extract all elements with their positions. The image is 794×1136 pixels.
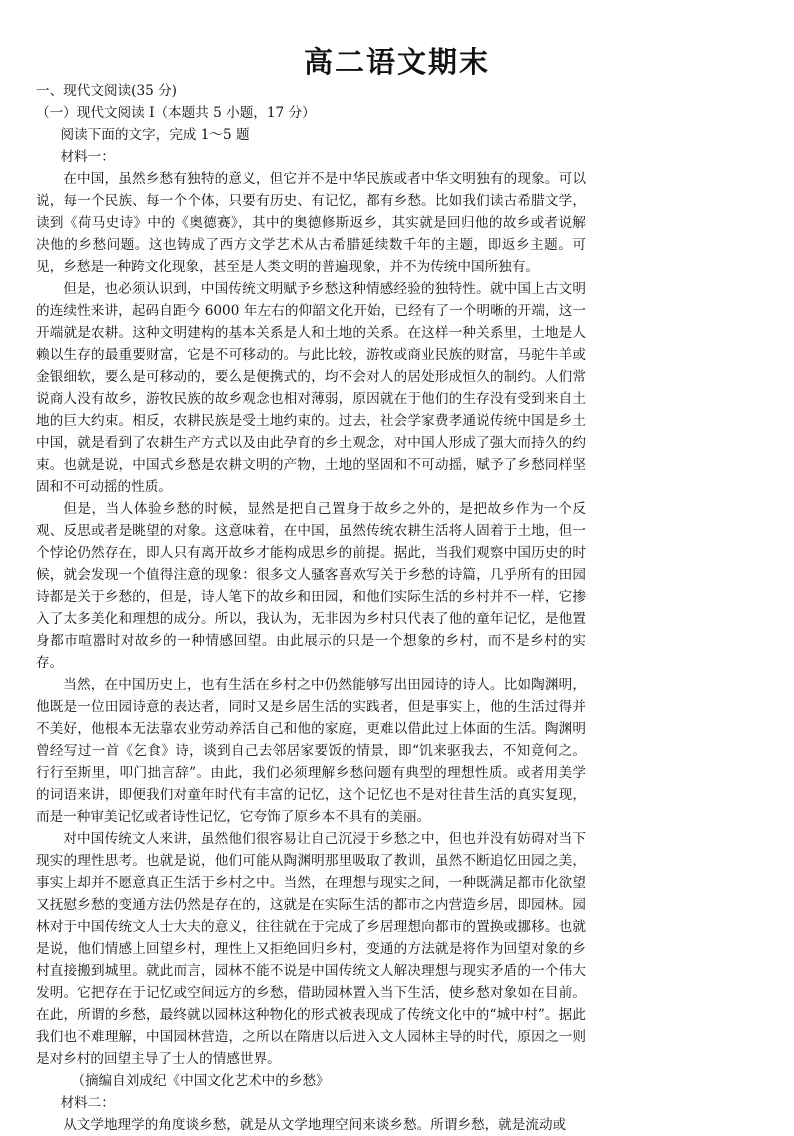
paragraph-1: 在中国，虽然乡愁有独特的意义，但它并不是中华民族或者中华文明独有的现象。可以说，每一个民族、每一个个体，只要有历史、有记忆，都有乡愁。比如我们读古希腊文学，读到《荷马史诗》中的《奥德赛》，其中的奥德修斯返乡，其实就是回归他的故乡或者说解决他的乡愁问题。这也铸成了西方文学艺术从古希腊延续数千年的主题，即返乡主题。可见，乡愁是一种跨文化现象，甚至是人类文明的普遍现象，并不为传统中国所独有。	[36, 171, 586, 275]
paragraph-2: 但是，也必须认识到，中国传统文明赋予乡愁这种情感经验的独特性。就中国上古文明的连续性来讲，起码自距今 6000 年左右的仰韶文化开始，已经有了一个明晰的开端，这一开端就是农耕。这种文明建构的基本关系是人和土地的关系。在这样一种关系里，土地是人赖以生存的最重要财富，它是不可移动的。与此比较，游牧或商业民族的财富，马驼牛羊或金银细软，要么是可移动的，要么是便携式的，均不会对人的居处形成恒久的制约。人们常说商人没有故乡，游牧民族的故乡观念也相对薄弱，原因就在于他们的生存没有受到来自土地的巨大约束。相反，农耕民族是受土地约束的。过去，社会学家费孝通说传统中国是乡土中国，就是看到了农耕生产方式以及由此孕育的乡土观念，对中国人形成了强大而持久的约束。也就是说，中国式乡愁是农耕文明的产物，土地的坚固和不可动摇，赋予了乡愁同样坚固和不可动摇的性质。	[36, 281, 586, 495]
paragraph-3: 但是，当人体验乡愁的时候，显然是把自己置身于故乡之外的，是把故乡作为一个反观、反思或者是眺望的对象。这意味着，在中国，虽然传统农耕生活将人固着于土地，但一个悖论仍然存在，即人只有离开故乡才能构成思乡的前提。据此，当我们观察中国历史的时候，就会发现一个值得注意的现象：很多文人骚客喜欢写关于乡愁的诗篇，几乎所有的田园诗都是关于乡愁的，但是，诗人笔下的故乡和田园，和他们实际生活的乡村并不一样，它掺入了太多美化和理想的成分。所以，我认为，无非因为乡村只代表了他的童年记忆，是他置身都市喧嚣时对故乡的一种情感回望。由此展示的只是一个想象的乡村，而不是乡村的实存。	[36, 501, 586, 671]
paragraph-4: 当然，在中国历史上，也有生活在乡村之中仍然能够写出田园诗的诗人。比如陶渊明，他既是一位田园诗意的表达者，同时又是乡居生活的实践者，但是事实上，他的生活过得并不美好，他根本无法靠农业劳动养活自己和他的家庭，更难以借此过上体面的生活。陶渊明曾经写过一首《乞食》诗，谈到自己去邻居家要饭的情景，即“饥来驱我去，不知竟何之。行行至斯里，叩门拙言辞”。由此，我们必须理解乡愁问题有典型的理想性质。或者用美学的词语来讲，即便我们对童年时代有丰富的记忆，这个记忆也不是对往昔生活的真实复现，而是一种审美记忆或者诗性记忆，它夸饰了原乡本不具有的美丽。	[36, 677, 586, 825]
material2-label: 材料二：	[60, 1095, 115, 1111]
instruction-text: 阅读下面的文字，完成 1～5 题	[60, 127, 250, 143]
paragraph-5: 对中国传统文人来讲，虽然他们很容易让自己沉浸于乡愁之中，但也并没有妨碍对当下现实的理性思考。也就是说，他们可能从陶渊明那里吸取了教训，虽然不断追忆田园之美，事实上却并不愿意真正生活于乡村之中。当然，在理想与现实之间，一种既满足都市化欲望又抚慰乡愁的变通方法仍然是存在的，这就是在实际生活的都市之内营造乡居，即园林。园林对于中国传统文人士大夫的意义，往往就在于完成了乡居理想向都市的置换或挪移。也就是说，他们情感上回望乡村，理性上又拒绝回归乡村，变通的方法就是将作为回望对象的乡村直接搬到城里。就此而言，园林不能不说是中国传统文人解决理想与现实矛盾的一个伟大发明。它把存在于记忆或空间远方的乡愁，借助园林置入当下生活，使乡愁对象如在目前。在此，所谓的乡愁，最终就以园林这种物化的形式被表现成了传统文化中的“城中村”。据此我们也不难理解，中国园林营造，之所以在隋唐以后进入文人园林主导的时代，原因之一则是对乡村的回望主导了士人的情感世界。	[36, 831, 586, 1067]
material2-paragraph: 从文学地理学的角度谈乡愁，就是从文学地理空间来谈乡愁。所谓乡愁，就是流动或	[63, 1117, 567, 1133]
page-title: 高二语文期末	[303, 45, 490, 79]
source-citation: （摘编自刘成纪《中国文化艺术中的乡愁》	[71, 1073, 330, 1089]
section-heading: 一、现代文阅读(35 分)	[36, 83, 177, 99]
subsection-heading: （一）现代文阅读 I（本题共 5 小题，17 分）	[36, 105, 316, 121]
document-body	[36, 80, 586, 1136]
material1-label: 材料一：	[60, 149, 115, 165]
